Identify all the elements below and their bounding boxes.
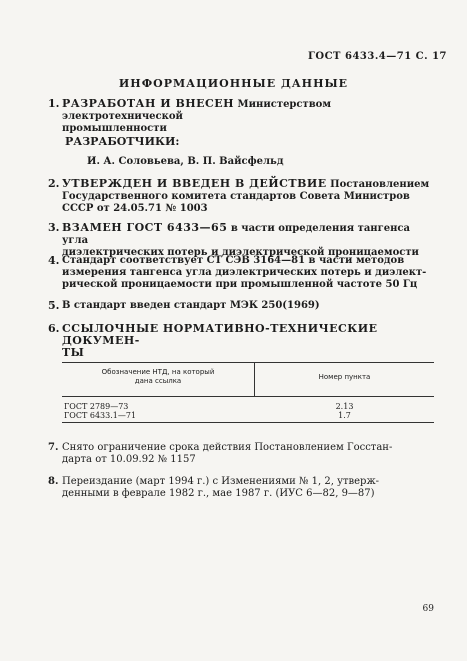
item-text: промышленности <box>62 123 167 134</box>
developers-list: И. А. Соловьева, В. П. Вайсфельд <box>87 156 284 167</box>
item-number: 5. <box>48 299 60 312</box>
item-number: 8. <box>48 476 59 487</box>
item-text: диэлектрических потерь и диэлектрической проницаемости <box>62 247 419 258</box>
item-lead: ВЗАМЕН ГОСТ 6433—65 <box>62 221 228 234</box>
table-bottom-rule <box>62 422 434 423</box>
item-text: денными в феврале 1982 г., мае 1987 г. (ИУС 6—82, 9—87) <box>62 488 375 499</box>
item-lead: УТВЕРЖДЕН И ВВЕДЕН В ДЕЙСТВИЕ <box>62 177 327 190</box>
item-text: дарта от 10.09.92 № 1157 <box>62 454 196 465</box>
item-text: Постановлением <box>326 179 430 190</box>
table-cell: 2.13 <box>335 402 354 411</box>
item-3 <box>48 221 436 259</box>
page-number: 69 <box>422 604 434 614</box>
item-number: 6. <box>48 322 60 335</box>
item-text: ТЫ <box>62 346 85 359</box>
table-column-documents <box>64 402 136 420</box>
item-text: Переиздание (март 1994 г.) с Изменениями № 1, 2, утверж- <box>62 476 380 487</box>
item-text: Снято ограничение срока действия Постановлением Госстан- <box>62 442 393 453</box>
table-cell: ГОСТ 6433.1—71 <box>64 411 137 420</box>
table-cell: 1.7 <box>338 411 351 420</box>
item-text: в части определения тангенса угла <box>62 223 410 246</box>
item-lead: РАЗРАБОТАН И ВНЕСЕН <box>62 97 235 110</box>
header-line: Обозначение НТД, на который <box>101 368 215 376</box>
table-header-document <box>62 368 254 386</box>
item-number: 4. <box>48 254 60 267</box>
item-1 <box>48 97 436 135</box>
item-number: 7. <box>48 442 59 453</box>
table-header-point: Номер пункта <box>318 373 371 381</box>
table-cell: ГОСТ 2789—73 <box>64 402 129 411</box>
standard-reference: ГОСТ 6433.4—71 С. 17 <box>307 51 447 62</box>
item-8 <box>48 476 436 500</box>
developers-heading: РАЗРАБОТЧИКИ: <box>65 135 180 148</box>
item-4 <box>48 254 436 291</box>
item-number: 3. <box>48 221 60 234</box>
table-top-rule <box>62 362 434 363</box>
item-number: 2. <box>48 177 60 190</box>
item-7 <box>48 442 436 466</box>
table-column-points <box>255 402 434 420</box>
item-text: рической проницаемости при промышленной частоте 50 Гц <box>62 279 418 290</box>
item-5 <box>48 299 436 312</box>
header-line: дана ссылка <box>134 377 182 385</box>
item-text: ССЫЛОЧНЫЕ НОРМАТИВНО-ТЕХНИЧЕСКИЕ ДОКУМЕН- <box>62 322 378 347</box>
item-text: измерения тангенса угла диэлектрических потерь и диэлект- <box>62 267 427 278</box>
item-text: Государственного комитета стандартов Совета Министров <box>62 191 410 202</box>
item-2 <box>48 177 436 215</box>
page-title: ИНФОРМАЦИОННЫЕ ДАННЫЕ <box>118 77 349 90</box>
item-text: Стандарт соответствует СТ СЭВ 3164—81 в части методов <box>62 255 405 266</box>
references-table <box>62 362 434 432</box>
item-6 <box>48 322 436 359</box>
item-text: СССР от 24.05.71 № 1003 <box>62 203 208 214</box>
table-header-rule <box>62 396 434 397</box>
item-text: Министерством электротехнической <box>62 99 332 122</box>
item-number: 1. <box>48 97 60 110</box>
item-text: В стандарт введен стандарт МЭК 250(1969) <box>62 300 320 311</box>
